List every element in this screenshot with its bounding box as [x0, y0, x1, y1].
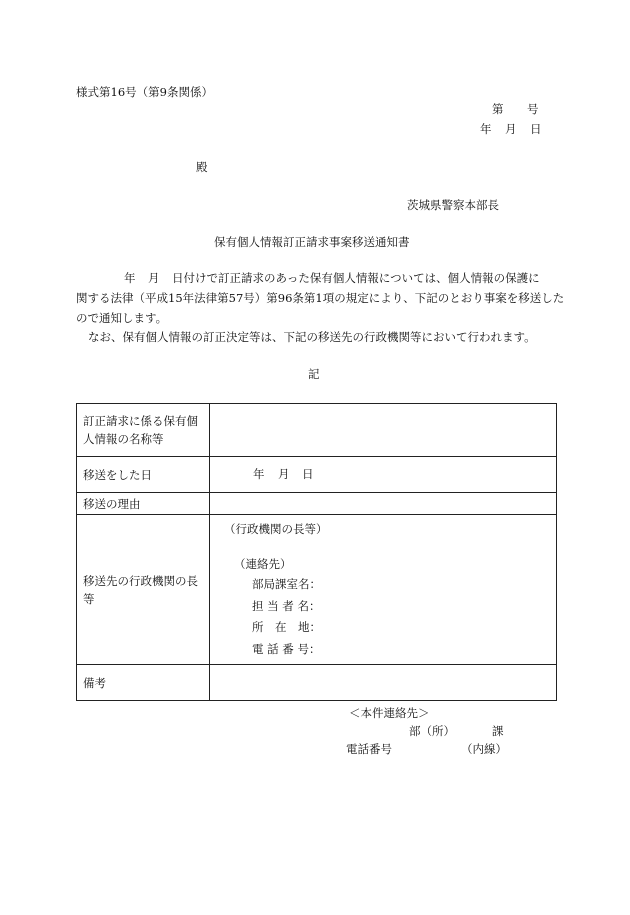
- table-label-cell: [77, 457, 210, 493]
- row1-label-line2: 人情報の名称等: [83, 432, 164, 446]
- table-row: [77, 493, 557, 515]
- doc-date-year: 年: [480, 122, 492, 136]
- table-label-cell: [77, 404, 210, 457]
- contact-address-label: 所 在 地：: [252, 620, 321, 634]
- table-row: [77, 515, 557, 665]
- row3-label: 移送の理由: [83, 496, 141, 511]
- row5-label: 備考: [83, 675, 106, 690]
- body-line2: 関する法律（平成15年法律第57号）第96条第1項の規定により、下記のとおり事案を移送した: [76, 291, 565, 305]
- row2-value-cell[interactable]: [210, 457, 557, 493]
- row4-head: （行政機関の長等）: [224, 522, 328, 536]
- contact-phone-label: 電 話 番 号：: [252, 641, 321, 656]
- row4-value-cell[interactable]: [210, 515, 557, 665]
- body-date-year: 年: [124, 271, 136, 285]
- body-line3: ので通知します。: [76, 311, 168, 325]
- row5-value-cell[interactable]: [210, 665, 557, 701]
- footer-dept: 部（所）: [409, 724, 455, 738]
- contact-person-label: 担 当 者 名：: [252, 598, 321, 613]
- body-date-month: 月: [148, 271, 160, 285]
- row2-month: 月: [278, 466, 290, 481]
- body-para2: なお、保有個人情報の訂正決定等は、下記の移送先の行政機関等において行われます。: [88, 330, 536, 344]
- row2-year: 年: [253, 466, 265, 481]
- row1-label-line1: 訂正請求に係る保有個: [83, 414, 198, 428]
- body-line1: 日付けで訂正請求のあった保有個人情報については、個人情報の保護に: [172, 271, 540, 285]
- row1-value-cell[interactable]: [210, 404, 557, 457]
- table-label-cell: [77, 493, 210, 515]
- footer-section: 課: [492, 724, 504, 738]
- ki-heading: 記: [308, 367, 320, 381]
- row2-label: 移送をした日: [83, 467, 152, 482]
- footer-contact-title: ＜本件連絡先＞: [349, 706, 430, 720]
- doc-date-day: 日: [530, 122, 542, 136]
- row3-value-cell[interactable]: [210, 493, 557, 515]
- sender: 茨城県警察本部長: [407, 198, 499, 212]
- table-row: [77, 457, 557, 493]
- footer-phone: 電話番号: [346, 742, 392, 756]
- row4-label-line2: 等: [83, 591, 95, 606]
- doc-date-month: 月: [505, 122, 517, 136]
- contact-dept-label: 部局課室名：: [252, 577, 321, 591]
- table-label-cell: [77, 515, 210, 665]
- table-label-cell: [77, 665, 210, 701]
- table-row: [77, 404, 557, 457]
- form-table: [76, 403, 557, 701]
- addressee-suffix: 殿: [196, 160, 208, 174]
- table-row: [77, 665, 557, 701]
- page-title: 保有個人情報訂正請求事案移送通知書: [214, 235, 410, 249]
- footer-extension: （内線）: [461, 742, 507, 756]
- form-number: 様式第16号（第9条関係）: [76, 85, 213, 99]
- doc-number-go: 号: [527, 102, 539, 116]
- row4-label-line1: 移送先の行政機関の長: [83, 573, 198, 588]
- row4-contact: （連絡先）: [234, 557, 292, 571]
- row2-day: 日: [302, 466, 314, 481]
- doc-number-dai: 第: [492, 102, 504, 116]
